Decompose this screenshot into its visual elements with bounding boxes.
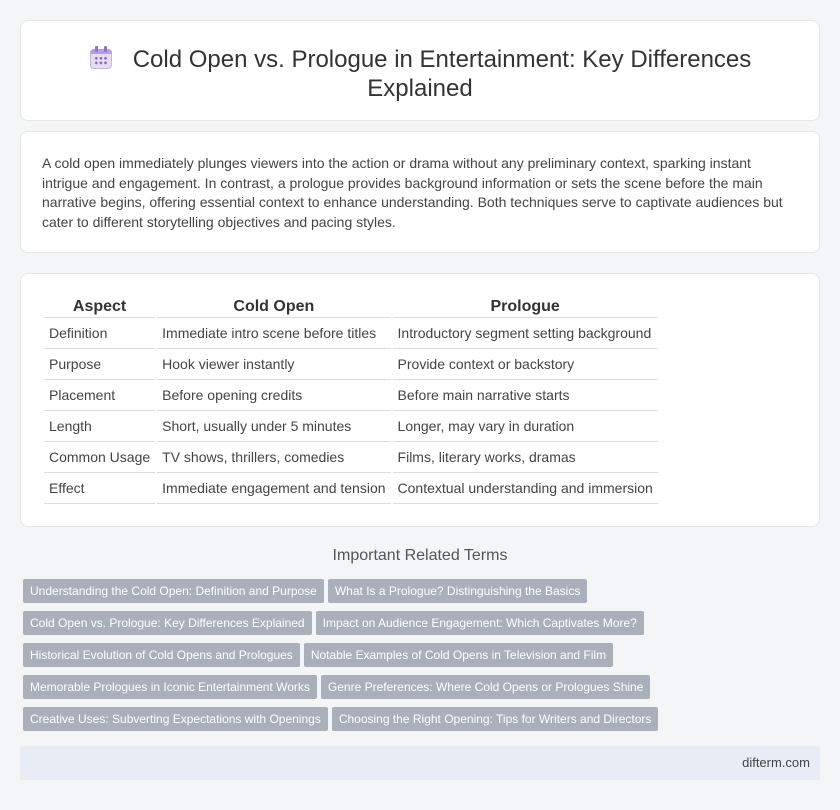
related-term-tag[interactable]: Cold Open vs. Prologue: Key Differences Explained — [23, 611, 312, 635]
related-term-tag[interactable]: Notable Examples of Cold Opens in Television and Film — [304, 643, 613, 667]
table-cell: Introductory segment setting background — [393, 318, 658, 349]
table-row — [44, 473, 658, 504]
table-cell: Definition — [44, 318, 155, 349]
table-cell: Purpose — [44, 349, 155, 380]
related-term-tag[interactable]: Understanding the Cold Open: Definition and Purpose — [23, 579, 324, 603]
table-cell: Length — [44, 411, 155, 442]
footer — [20, 746, 820, 780]
table-cell: Contextual understanding and immersion — [393, 473, 658, 504]
calendar-icon — [89, 46, 113, 70]
table-row — [44, 411, 658, 442]
header-cold-open: Cold Open — [157, 296, 390, 318]
table-cell: Placement — [44, 380, 155, 411]
table-cell: Immediate engagement and tension — [157, 473, 390, 504]
related-term-tag[interactable]: Impact on Audience Engagement: Which Captivates More? — [316, 611, 644, 635]
comparison-card — [20, 273, 820, 527]
related-term-tag[interactable]: Genre Preferences: Where Cold Opens or Prologues Shine — [321, 675, 651, 699]
table-cell: Before opening credits — [157, 380, 390, 411]
table-header-row — [44, 296, 658, 318]
table-cell: TV shows, thrillers, comedies — [157, 442, 390, 473]
table-row — [44, 349, 658, 380]
header-card — [20, 20, 820, 121]
table-cell: Short, usually under 5 minutes — [157, 411, 390, 442]
table-cell: Before main narrative starts — [393, 380, 658, 411]
table-cell: Common Usage — [44, 442, 155, 473]
related-term-tag[interactable]: Memorable Prologues in Iconic Entertainment Works — [23, 675, 317, 699]
table-cell: Effect — [44, 473, 155, 504]
related-term-tag[interactable]: Historical Evolution of Cold Opens and Prologues — [23, 643, 300, 667]
intro-card — [20, 131, 820, 253]
related-term-tag[interactable]: Choosing the Right Opening: Tips for Writers and Directors — [332, 707, 659, 731]
table-cell: Films, literary works, dramas — [393, 442, 658, 473]
table-row — [44, 318, 658, 349]
header-prologue: Prologue — [393, 296, 658, 318]
title-line-2: Explained — [367, 75, 473, 102]
header-aspect: Aspect — [44, 296, 155, 318]
related-term-tag[interactable]: What Is a Prologue? Distinguishing the Basics — [328, 579, 587, 603]
comparison-table — [42, 296, 660, 504]
table-cell: Hook viewer instantly — [157, 349, 390, 380]
footer-site-link[interactable]: difterm.com — [742, 755, 810, 770]
table-cell: Longer, may vary in duration — [393, 411, 658, 442]
table-row — [44, 442, 658, 473]
related-terms-list — [23, 579, 823, 739]
title-line-1: Cold Open vs. Prologue in Entertainment: Key Differences — [132, 46, 752, 73]
table-cell: Immediate intro scene before titles — [157, 318, 390, 349]
related-term-tag[interactable]: Creative Uses: Subverting Expectations with Openings — [23, 707, 328, 731]
table-cell: Provide context or backstory — [393, 349, 658, 380]
intro-text: A cold open immediately plunges viewers into the action or drama without any preliminary context, sparking instant intrigue and engagement. In contrast, a prologue provides background information or sets the scene before the main narrative begins, offering essential context to enhance understanding. Both techniques serve to captivate audiences but cater to different storytelling objectives and pacing styles. — [42, 155, 783, 230]
table-row — [44, 380, 658, 411]
page-title — [21, 45, 819, 103]
related-terms-title: Important Related Terms — [332, 547, 508, 564]
